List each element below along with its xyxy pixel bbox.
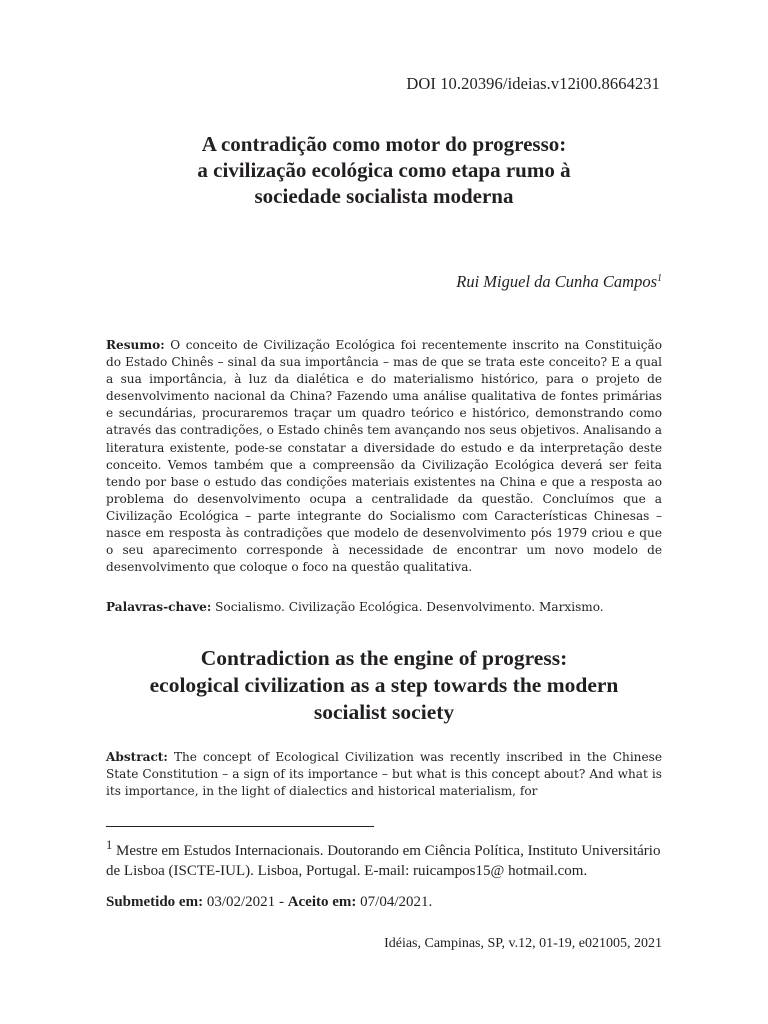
abstract-paragraph	[106, 749, 662, 800]
date-separator: -	[278, 894, 284, 910]
page-footer: Idéias, Campinas, SP, v.12, 01-19, e021005, 2021	[384, 936, 662, 951]
abstract-label: Abstract:	[106, 750, 168, 764]
resumo-label: Resumo:	[106, 338, 165, 352]
keywords-paragraph	[106, 599, 662, 616]
title-pt-line: A contradição como motor do progresso:	[201, 132, 567, 156]
title-pt-line: a civilização ecológica como etapa rumo à	[197, 158, 571, 182]
author-footnote-mark: 1	[657, 273, 662, 284]
resumo-paragraph	[106, 337, 662, 576]
accepted-date: 07/04/2021.	[360, 894, 433, 910]
abstract-text: The concept of Ecological Civilization was recently inscribed in the Chinese State Constitution – a sign of its importance – but what is this concept about? And what is its importance, in the light of dialectics and historical materialism, for	[106, 750, 662, 799]
keywords-label: Palavras-chave:	[106, 600, 212, 614]
doi-line: DOI 10.20396/ideias.v12i00.8664231	[406, 74, 660, 93]
title-english	[100, 645, 668, 726]
footnote-mark: 1	[106, 838, 113, 852]
footnote-text: Mestre em Estudos Internacionais. Doutorando em Ciência Política, Instituto Universitário de Lisboa (ISCTE-IUL). Lisboa, Portugal. E-mail: ruicampos15@ hotmail.com.	[106, 843, 661, 879]
title-en-line: Contradiction as the engine of progress:	[200, 646, 568, 670]
submission-dates	[106, 892, 666, 912]
author-line	[456, 272, 662, 292]
footnote-divider	[106, 826, 374, 827]
footnote-affiliation	[106, 835, 666, 881]
submitted-label: Submetido em:	[106, 894, 204, 910]
accepted-label: Aceito em:	[287, 894, 357, 910]
keywords-text: Socialismo. Civilização Ecológica. Desenvolvimento. Marxismo.	[215, 600, 604, 614]
title-pt-line: sociedade socialista moderna	[254, 184, 514, 208]
resumo-text: O conceito de Civilização Ecológica foi recentemente inscrito na Constituição do Estado Chinês – sinal da sua importância – mas de que se trata este conceito? E a qual a sua importância, à luz da dialética e do materialismo histórico, para o projeto de desenvolvimento nacional da China? Fazendo uma análise qualitativa de fontes primárias e secundárias, procuraremos traçar um quadro teórico e histórico, demonstrando como através das contradições, o Estado chinês tem avançando nos seus objetivos. Analisando a literatura existente, pode-se constatar a diversidade do estudo e da interpretação deste conceito. Vemos também que a compreensão da Civilização Ecológica deverá ser feita tendo por base o estudo das condições materiais existentes na China e que a resposta ao problema do desenvolvimento ocupa a centralidade da questão. Concluímos que a Civilização Ecológica – parte integrante do Socialismo com Características Chinesas – nasce em resposta às contradições que modelo de desenvolvimento pós 1979 criou e que o seu aparecimento corresponde à necessidade de encontrar um novo modelo de desenvolvimento que coloque o foco na questão qualitativa.	[106, 338, 662, 575]
author-name: Rui Miguel da Cunha Campos	[456, 272, 657, 291]
title-portuguese	[100, 131, 668, 209]
title-en-line: ecological civilization as a step towards the modern	[149, 673, 619, 697]
submitted-date: 03/02/2021	[206, 894, 276, 910]
title-en-line: socialist society	[313, 700, 455, 724]
